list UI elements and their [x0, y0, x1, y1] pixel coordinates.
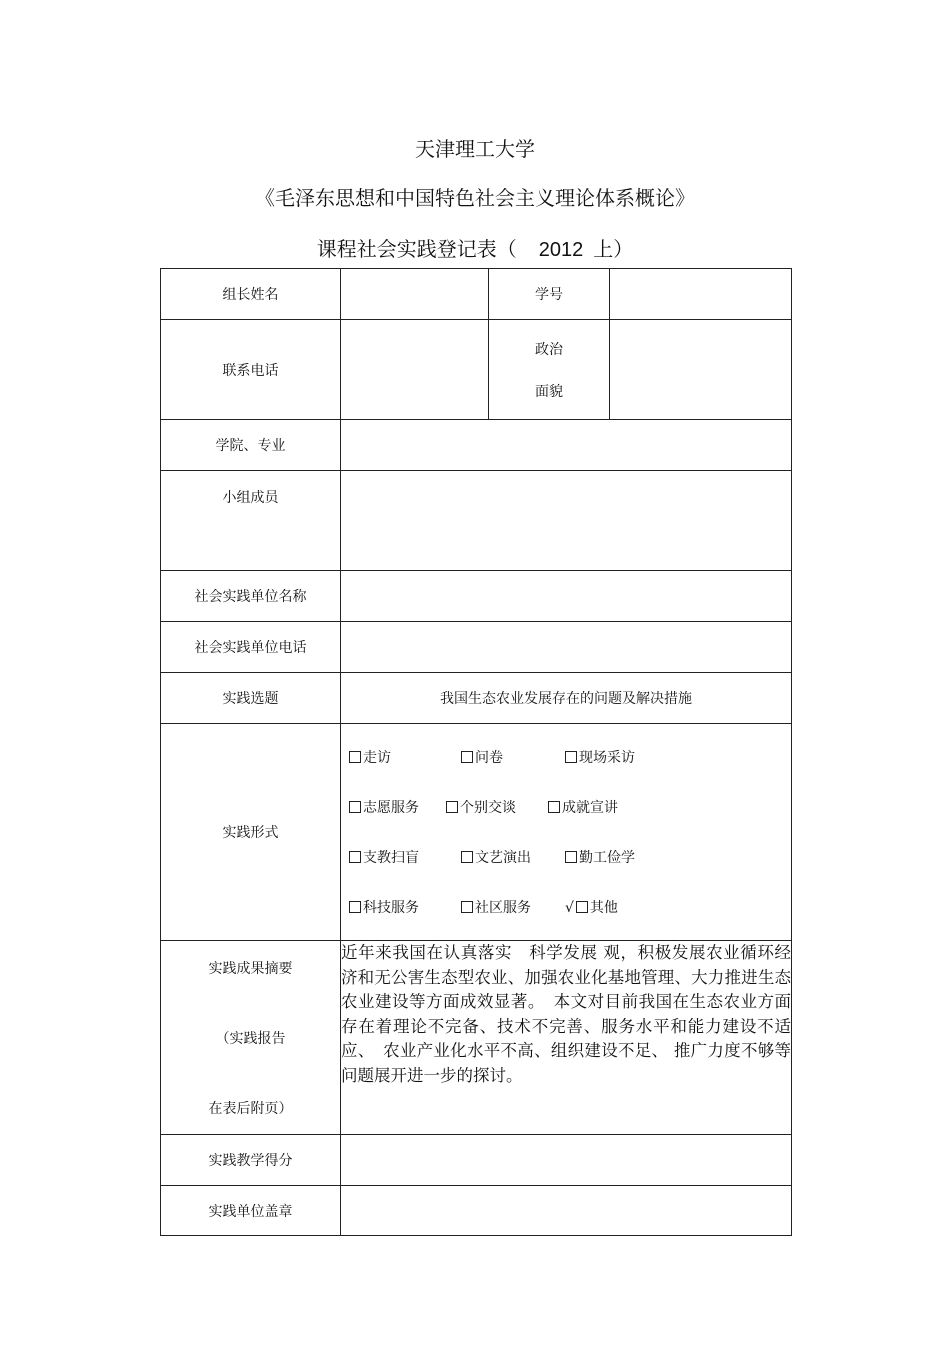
- option-visit[interactable]: 走访: [349, 747, 461, 767]
- form-options-row: [349, 782, 791, 832]
- summary-text: 近年来我国在认真落实 科学发展 观，积极发展农业循环经济和无公害生态型农业、加强农业化基地管理、大力推进生态农业建设等方面成效显著。 本文对目前我国在生态农业方面存在着理论不完备、技术不完善、服务水平和能力建设不适应、 农业产业化水平不高、组织建设不足、 推广力度不够等问题展开进一步的探讨。: [341, 941, 792, 1135]
- checkbox-icon[interactable]: [461, 751, 473, 763]
- course-title: 《毛泽东思想和中国特色社会主义理论体系概论》: [255, 186, 695, 210]
- checkmark-icon: √: [565, 900, 574, 916]
- registration-table: [160, 268, 792, 1236]
- form-options-row: [349, 882, 791, 932]
- summary-label-line1: 实践成果摘要: [208, 960, 293, 977]
- summary-label-line3: 在表后附页）: [208, 1100, 293, 1117]
- option-on-site-interview[interactable]: 现场采访: [565, 747, 635, 767]
- checkbox-icon[interactable]: [349, 901, 361, 913]
- row-unit-phone: [161, 622, 792, 673]
- unit-phone-field[interactable]: [341, 622, 792, 673]
- phone-field[interactable]: [341, 320, 489, 420]
- form-type-label: 实践形式: [161, 724, 341, 941]
- political-label-line1: 政治: [535, 341, 563, 358]
- option-work-study[interactable]: 勤工俭学: [565, 847, 635, 867]
- form-options-row: [349, 832, 791, 882]
- topic-value: 我国生态农业发展存在的问题及解决措施: [341, 673, 792, 724]
- seal-label: 实践单位盖章: [161, 1186, 341, 1236]
- form-year: 2012: [538, 239, 584, 261]
- checkbox-icon[interactable]: [548, 801, 560, 813]
- leader-name-field[interactable]: [341, 269, 489, 320]
- row-score: [161, 1135, 792, 1186]
- option-teaching[interactable]: 支教扫盲: [349, 847, 461, 867]
- score-label: 实践教学得分: [161, 1135, 341, 1186]
- political-status-label: [489, 320, 610, 420]
- option-questionnaire[interactable]: 问卷: [461, 747, 565, 767]
- student-id-label: 学号: [489, 269, 610, 320]
- form-term: 上）: [593, 237, 634, 261]
- checkbox-icon[interactable]: [349, 801, 361, 813]
- university-title: 天津理工大学: [415, 137, 535, 161]
- unit-phone-label: 社会实践单位电话: [161, 622, 341, 673]
- checkbox-icon[interactable]: [461, 901, 473, 913]
- form-title-text: 课程社会实践登记表（: [316, 237, 517, 261]
- checkbox-icon[interactable]: [565, 851, 577, 863]
- checkbox-icon[interactable]: [349, 851, 361, 863]
- checkbox-icon[interactable]: [576, 901, 588, 913]
- row-phone: [161, 320, 792, 420]
- topic-label: 实践选题: [161, 673, 341, 724]
- option-personal-talk[interactable]: 个别交谈: [446, 797, 548, 817]
- row-leader: [161, 269, 792, 320]
- student-id-field[interactable]: [610, 269, 792, 320]
- row-college: [161, 420, 792, 471]
- summary-label: [161, 941, 341, 1135]
- checkbox-icon[interactable]: [461, 851, 473, 863]
- option-tech-service[interactable]: 科技服务: [349, 897, 461, 917]
- checkbox-icon[interactable]: [446, 801, 458, 813]
- checkbox-icon[interactable]: [565, 751, 577, 763]
- option-achievement-lecture[interactable]: 成就宣讲: [548, 797, 618, 817]
- score-field[interactable]: [341, 1135, 792, 1186]
- row-topic: [161, 673, 792, 724]
- summary-label-line2: （实践报告: [215, 1030, 286, 1047]
- college-field[interactable]: [341, 420, 792, 471]
- option-community-service[interactable]: 社区服务: [461, 897, 565, 917]
- political-label-line2: 面貌: [535, 383, 563, 400]
- option-performance[interactable]: 文艺演出: [461, 847, 565, 867]
- row-unit-name: [161, 571, 792, 622]
- row-summary: [161, 941, 792, 1135]
- row-members: [161, 471, 792, 571]
- leader-name-label: 组长姓名: [161, 269, 341, 320]
- college-label: 学院、专业: [161, 420, 341, 471]
- members-label: 小组成员: [161, 471, 341, 571]
- political-status-field[interactable]: [610, 320, 792, 420]
- form-title: [0, 233, 950, 262]
- phone-label: 联系电话: [161, 320, 341, 420]
- checkbox-icon[interactable]: [349, 751, 361, 763]
- option-other[interactable]: √ 其他: [565, 900, 618, 916]
- row-seal: [161, 1186, 792, 1236]
- members-field[interactable]: [341, 471, 792, 571]
- option-volunteer[interactable]: 志愿服务: [349, 797, 446, 817]
- seal-field[interactable]: [341, 1186, 792, 1236]
- unit-name-label: 社会实践单位名称: [161, 571, 341, 622]
- row-form: [161, 724, 792, 941]
- form-options-row: [349, 732, 791, 782]
- form-type-options: [341, 724, 792, 941]
- unit-name-field[interactable]: [341, 571, 792, 622]
